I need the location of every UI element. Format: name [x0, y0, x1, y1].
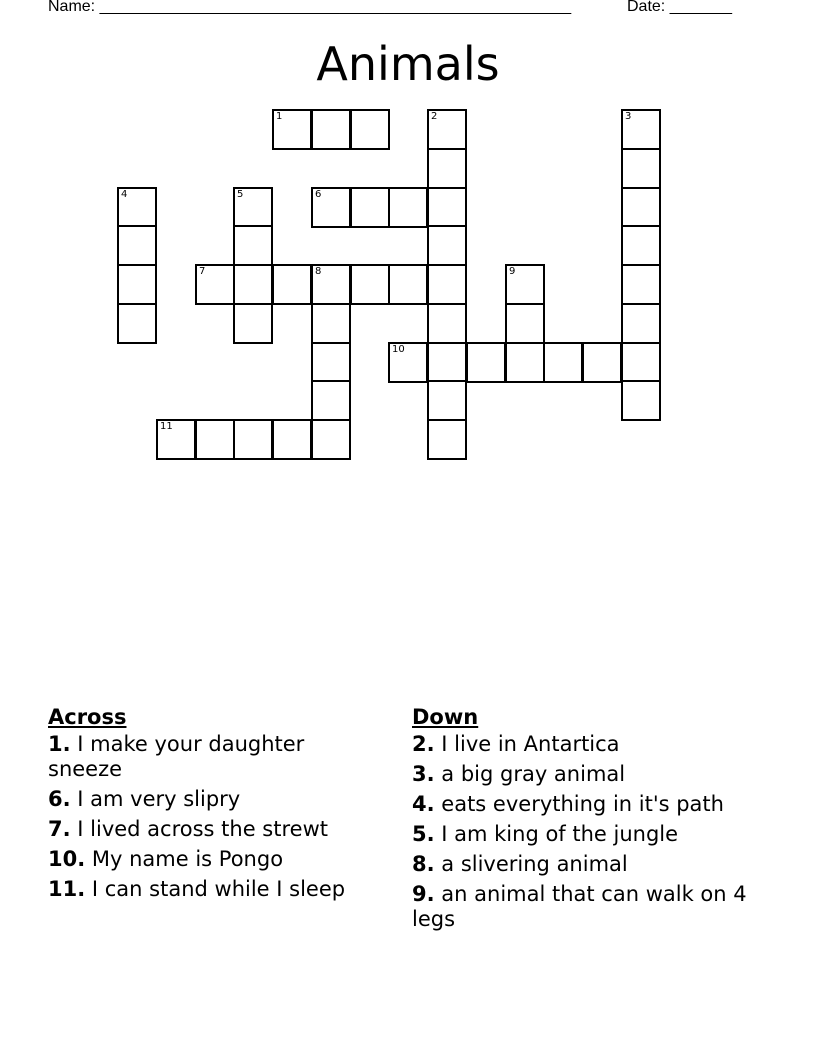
- grid-cell[interactable]: [505, 342, 545, 383]
- grid-cell[interactable]: [233, 303, 273, 344]
- grid-cell[interactable]: [311, 303, 351, 344]
- grid-cell[interactable]: [195, 419, 235, 460]
- grid-cell[interactable]: [233, 187, 273, 228]
- clue-text: I lived across the strewt: [77, 817, 328, 841]
- grid-cell[interactable]: [427, 419, 467, 460]
- clue-text: I am very slipry: [77, 787, 241, 811]
- grid-cell[interactable]: [427, 303, 467, 344]
- grid-cell[interactable]: [427, 264, 467, 305]
- across-heading: Across: [48, 705, 127, 729]
- grid-cell[interactable]: [311, 342, 351, 383]
- grid-cell[interactable]: [350, 187, 390, 228]
- grid-cell[interactable]: [427, 148, 467, 189]
- clue-text: a slivering animal: [441, 852, 628, 876]
- grid-cell[interactable]: [427, 225, 467, 266]
- clue-item: [412, 762, 757, 787]
- clue-item: [48, 732, 378, 782]
- clue-item: [48, 787, 378, 812]
- grid-cell[interactable]: [621, 380, 661, 421]
- cell-number: 5: [237, 189, 244, 200]
- clue-text: an animal that can walk on 4 legs: [412, 882, 747, 931]
- cell-number: 3: [625, 111, 632, 122]
- clue-number: 11.: [48, 877, 86, 901]
- clue-text: I can stand while I sleep: [91, 877, 346, 901]
- grid-cell[interactable]: [233, 264, 273, 305]
- grid-cell[interactable]: [505, 264, 545, 305]
- grid-cell[interactable]: [388, 187, 428, 228]
- grid-cell[interactable]: [311, 264, 351, 305]
- grid-cell[interactable]: [621, 225, 661, 266]
- grid-cell[interactable]: [156, 419, 196, 460]
- cell-number: 9: [509, 266, 516, 277]
- clue-number: 3.: [412, 762, 435, 786]
- grid-cell[interactable]: [466, 342, 506, 383]
- grid-cell[interactable]: [117, 303, 157, 344]
- name-field[interactable]: Name: _____________________________________________________: [48, 0, 572, 15]
- clue-item: [412, 852, 757, 877]
- grid-cell[interactable]: [388, 264, 428, 305]
- grid-cell[interactable]: [117, 225, 157, 266]
- clue-text: I make your daughter sneeze: [48, 732, 305, 781]
- across-clue-list: [48, 732, 378, 902]
- cell-number: 11: [160, 421, 173, 432]
- grid-cell[interactable]: [621, 187, 661, 228]
- cell-number: 1: [276, 111, 283, 122]
- cell-number: 2: [431, 111, 438, 122]
- grid-cell[interactable]: [582, 342, 622, 383]
- clue-item: [48, 847, 378, 872]
- cell-number: 10: [392, 344, 405, 355]
- grid-cell[interactable]: [621, 303, 661, 344]
- cell-number: 4: [121, 189, 128, 200]
- clue-text: I live in Antartica: [441, 732, 620, 756]
- clue-number: 2.: [412, 732, 435, 756]
- grid-cell[interactable]: [350, 109, 390, 150]
- date-field[interactable]: Date: _______: [627, 0, 732, 15]
- down-clues: [412, 702, 757, 937]
- grid-cell[interactable]: [427, 187, 467, 228]
- clue-text: My name is Pongo: [91, 847, 284, 871]
- clue-number: 9.: [412, 882, 435, 906]
- grid-cell[interactable]: [233, 419, 273, 460]
- grid-cell[interactable]: [311, 380, 351, 421]
- clue-text: a big gray animal: [441, 762, 626, 786]
- cell-number: 6: [315, 189, 322, 200]
- clue-text: eats everything in it's path: [441, 792, 724, 816]
- clue-item: [412, 882, 757, 932]
- grid-cell[interactable]: [311, 187, 351, 228]
- grid-cell[interactable]: [621, 109, 661, 150]
- grid-cell[interactable]: [311, 109, 351, 150]
- grid-cell[interactable]: [117, 264, 157, 305]
- grid-cell[interactable]: [272, 109, 312, 150]
- grid-cell[interactable]: [272, 264, 312, 305]
- page-title: Animals: [316, 37, 500, 91]
- clue-number: 5.: [412, 822, 435, 846]
- clue-number: 10.: [48, 847, 86, 871]
- crossword-grid: [0, 0, 816, 470]
- clue-item: [412, 792, 757, 817]
- down-clue-list: [412, 732, 757, 932]
- grid-cell[interactable]: [117, 187, 157, 228]
- across-clues: [48, 702, 378, 907]
- grid-cell[interactable]: [350, 264, 390, 305]
- down-heading: Down: [412, 705, 479, 729]
- grid-cell[interactable]: [427, 109, 467, 150]
- grid-cell[interactable]: [388, 342, 428, 383]
- grid-cell[interactable]: [427, 380, 467, 421]
- clue-item: [48, 877, 378, 902]
- grid-cell[interactable]: [195, 264, 235, 305]
- grid-cell[interactable]: [543, 342, 583, 383]
- grid-cell[interactable]: [233, 225, 273, 266]
- clue-text: I am king of the jungle: [441, 822, 679, 846]
- grid-cell[interactable]: [311, 419, 351, 460]
- clue-number: 1.: [48, 732, 71, 756]
- grid-cell[interactable]: [621, 264, 661, 305]
- grid-cell[interactable]: [427, 342, 467, 383]
- grid-cell[interactable]: [621, 148, 661, 189]
- grid-cell[interactable]: [621, 342, 661, 383]
- cell-number: 7: [199, 266, 206, 277]
- grid-cell[interactable]: [272, 419, 312, 460]
- clue-number: 8.: [412, 852, 435, 876]
- cell-number: 8: [315, 266, 322, 277]
- clue-number: 7.: [48, 817, 71, 841]
- clue-number: 4.: [412, 792, 435, 816]
- clue-number: 6.: [48, 787, 71, 811]
- clue-item: [412, 822, 757, 847]
- clue-item: [412, 732, 757, 757]
- clue-item: [48, 817, 378, 842]
- grid-cell[interactable]: [505, 303, 545, 344]
